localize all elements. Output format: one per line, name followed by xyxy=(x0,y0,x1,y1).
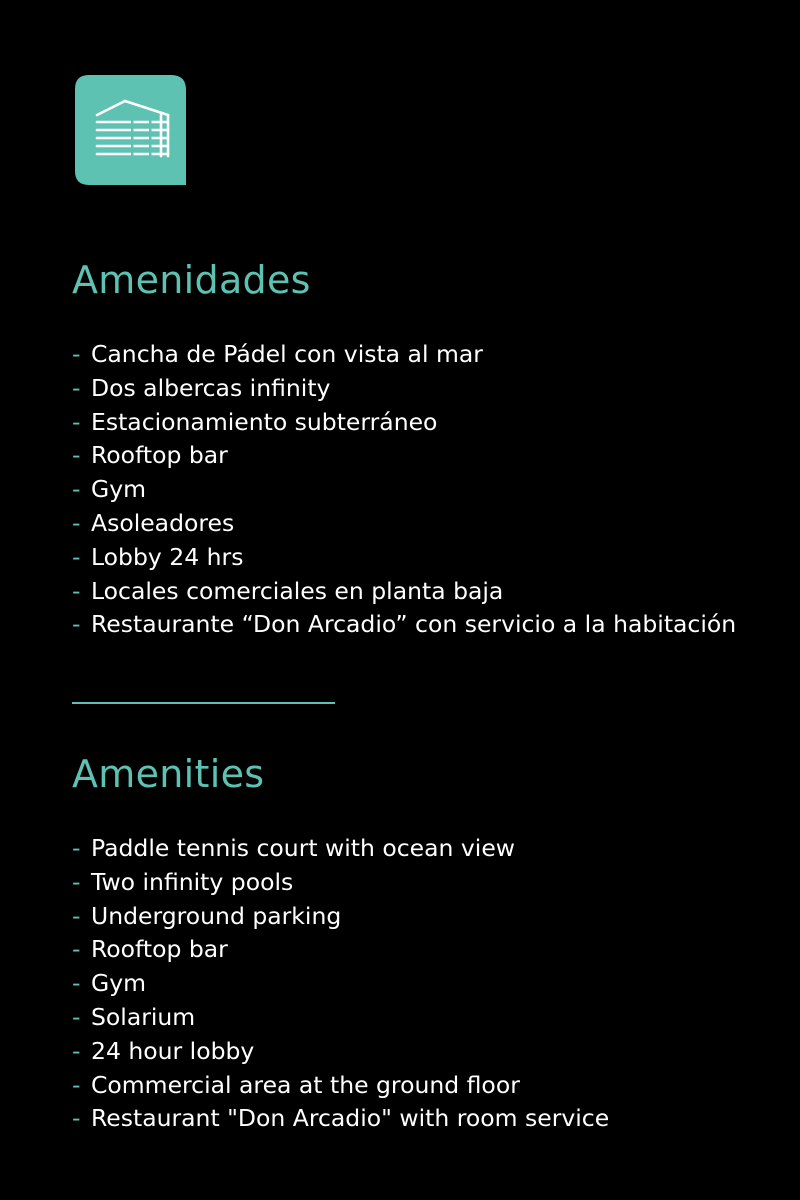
list-item xyxy=(72,1069,609,1103)
bullet-dash: - xyxy=(72,969,81,998)
list-item-text: Locales comerciales en planta baja xyxy=(91,576,504,605)
list-item xyxy=(72,439,736,473)
divider xyxy=(72,702,335,704)
list-item xyxy=(72,473,736,507)
list-item xyxy=(72,541,736,575)
list-item-text: Estacionamiento subterráneo xyxy=(91,407,438,436)
bullet-dash: - xyxy=(72,867,81,896)
list-item xyxy=(72,1102,609,1136)
bullet-dash: - xyxy=(72,1002,81,1031)
list-item-text: Underground parking xyxy=(91,901,342,930)
bullet-dash: - xyxy=(72,610,81,639)
bullet-dash: - xyxy=(72,508,81,537)
bullet-dash: - xyxy=(72,407,81,436)
list-item-text: Two infinity pools xyxy=(91,867,294,896)
list-item xyxy=(72,406,736,440)
section-title-spanish: Amenidades xyxy=(72,258,311,302)
list-item-text: Asoleadores xyxy=(91,508,235,537)
list-item-text: Gym xyxy=(91,969,147,998)
amenities-list-spanish xyxy=(72,338,736,642)
bullet-dash: - xyxy=(72,1070,81,1099)
list-item-text: Commercial area at the ground floor xyxy=(91,1070,520,1099)
list-item xyxy=(72,1035,609,1069)
list-item-text: Dos albercas infinity xyxy=(91,373,331,402)
bullet-dash: - xyxy=(72,935,81,964)
list-item xyxy=(72,575,736,609)
list-item xyxy=(72,608,736,642)
list-item-text: Restaurant "Don Arcadio" with room service xyxy=(91,1104,610,1133)
bullet-dash: - xyxy=(72,475,81,504)
logo xyxy=(75,75,186,185)
list-item xyxy=(72,372,736,406)
list-item xyxy=(72,933,609,967)
list-item-text: Rooftop bar xyxy=(91,935,228,964)
list-item-text: 24 hour lobby xyxy=(91,1036,255,1065)
list-item-text: Paddle tennis court with ocean view xyxy=(91,834,516,862)
bullet-dash: - xyxy=(72,901,81,930)
bullet-dash: - xyxy=(72,576,81,605)
list-item xyxy=(72,338,736,372)
bullet-dash: - xyxy=(72,441,81,470)
list-item-text: Solarium xyxy=(91,1002,196,1031)
bullet-dash: - xyxy=(72,542,81,571)
bullet-dash: - xyxy=(72,834,81,862)
list-item xyxy=(72,866,609,900)
bullet-dash: - xyxy=(72,373,81,402)
list-item xyxy=(72,1001,609,1035)
section-title-english: Amenities xyxy=(72,752,265,796)
building-icon xyxy=(75,75,186,185)
list-item-text: Cancha de Pádel con vista al mar xyxy=(91,340,483,368)
bullet-dash: - xyxy=(72,1036,81,1065)
list-item xyxy=(72,507,736,541)
list-item xyxy=(72,967,609,1001)
list-item-text: Restaurante “Don Arcadio” con servicio a la habitación xyxy=(91,610,737,639)
bullet-dash: - xyxy=(72,340,81,368)
list-item-text: Gym xyxy=(91,475,147,504)
bullet-dash: - xyxy=(72,1104,81,1133)
list-item xyxy=(72,832,609,866)
list-item xyxy=(72,900,609,934)
list-item-text: Rooftop bar xyxy=(91,441,228,470)
amenities-list-english xyxy=(72,832,609,1136)
list-item-text: Lobby 24 hrs xyxy=(91,542,244,571)
